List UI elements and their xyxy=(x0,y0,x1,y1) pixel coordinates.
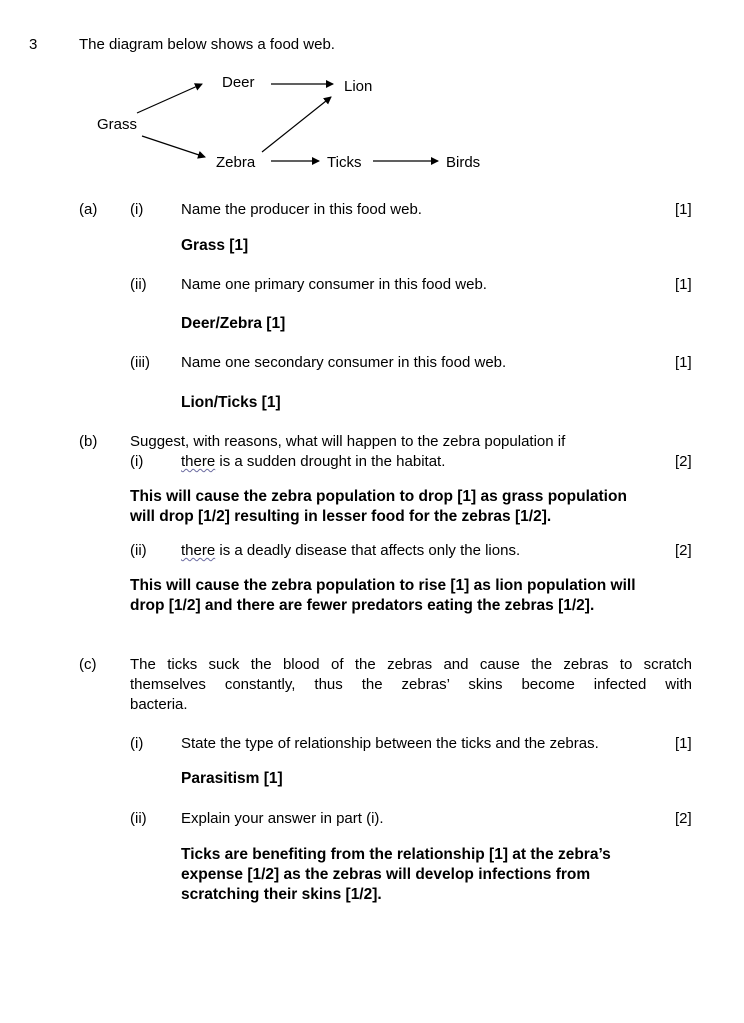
part-a-i-marks: [1] xyxy=(675,201,692,218)
part-c-i-question: State the type of relationship between the ticks and the zebras. xyxy=(181,735,599,752)
part-c-ii-answer-line1: Ticks are benefiting from the relationship [1] at the zebra’s xyxy=(181,846,611,863)
part-c-ii-marks: [2] xyxy=(675,810,692,827)
node-lion: Lion xyxy=(344,78,373,95)
part-c-stem xyxy=(130,655,692,715)
part-c-stem-line3: bacteria. xyxy=(130,696,188,713)
part-a-iii-question: Name one secondary consumer in this food web. xyxy=(181,354,507,371)
part-b-ii-answer-line2: drop [1/2] and there are fewer predators eating the zebras [1/2]. xyxy=(130,597,595,614)
part-c-i-label: (i) xyxy=(130,735,144,752)
arrow-grass-deer xyxy=(137,84,202,113)
part-b-i-answer-line2: will drop [1/2] resulting in lesser food for the zebras [1/2]. xyxy=(130,508,552,525)
part-b-ii-q-rest: is a deadly disease that affects only the lions. xyxy=(215,542,521,559)
part-c-ii-answer-line3: scratching their skins [1/2]. xyxy=(181,886,382,903)
part-b-ii-q-word: there xyxy=(181,542,216,559)
part-c-stem-line2: themselves constantly, thus the zebras’ skins become infected with xyxy=(130,676,692,693)
question-intro: The diagram below shows a food web. xyxy=(79,36,335,53)
node-zebra: Zebra xyxy=(216,154,256,171)
node-deer: Deer xyxy=(222,74,255,91)
part-a-ii-answer: Deer/Zebra [1] xyxy=(181,315,286,332)
part-a-ii-question: Name one primary consumer in this food web. xyxy=(181,276,487,293)
part-a-iii-label: (iii) xyxy=(130,354,150,371)
part-c-i-marks: [1] xyxy=(675,735,692,752)
part-a-ii-label: (ii) xyxy=(130,276,147,293)
part-b-ii-marks: [2] xyxy=(675,542,692,559)
part-b-ii-label: (ii) xyxy=(130,542,147,559)
part-c-ii-label: (ii) xyxy=(130,810,147,827)
part-b-i-label: (i) xyxy=(130,453,144,470)
node-birds: Birds xyxy=(446,154,481,171)
part-b-ii-answer-line1: This will cause the zebra population to rise [1] as lion population will xyxy=(130,577,636,594)
part-c-label: (c) xyxy=(79,656,97,673)
part-b-i-q-rest: is a sudden drought in the habitat. xyxy=(215,453,446,470)
part-b-i-q-word: there xyxy=(181,453,216,470)
food-web-arrows xyxy=(0,0,744,200)
question-number: 3 xyxy=(29,36,38,53)
part-b-i-marks: [2] xyxy=(675,453,692,470)
part-b-i-question xyxy=(181,453,445,471)
part-c-i-answer: Parasitism [1] xyxy=(181,770,283,787)
node-grass: Grass xyxy=(97,116,138,133)
part-a-ii-marks: [1] xyxy=(675,276,692,293)
node-ticks: Ticks xyxy=(327,154,362,171)
part-b-i-answer-line1: This will cause the zebra population to drop [1] as grass population xyxy=(130,488,627,505)
part-c-stem-line1: The ticks suck the blood of the zebras and cause the zebras to scratch xyxy=(130,656,692,673)
part-a-iii-answer: Lion/Ticks [1] xyxy=(181,394,281,411)
part-c-ii-question: Explain your answer in part (i). xyxy=(181,810,384,827)
part-a-i-question: Name the producer in this food web. xyxy=(181,201,422,218)
part-a-i-label: (i) xyxy=(130,201,144,218)
arrow-zebra-lion xyxy=(262,97,331,152)
part-a-label: (a) xyxy=(79,201,98,218)
part-a-iii-marks: [1] xyxy=(675,354,692,371)
part-c-ii-answer-line2: expense [1/2] as the zebras will develop infections from xyxy=(181,866,591,883)
arrow-grass-zebra xyxy=(142,136,205,157)
part-b-ii-question xyxy=(181,542,520,560)
part-b-stem: Suggest, with reasons, what will happen to the zebra population if xyxy=(130,433,566,450)
part-b-label: (b) xyxy=(79,433,98,450)
part-a-i-answer: Grass [1] xyxy=(181,237,249,254)
